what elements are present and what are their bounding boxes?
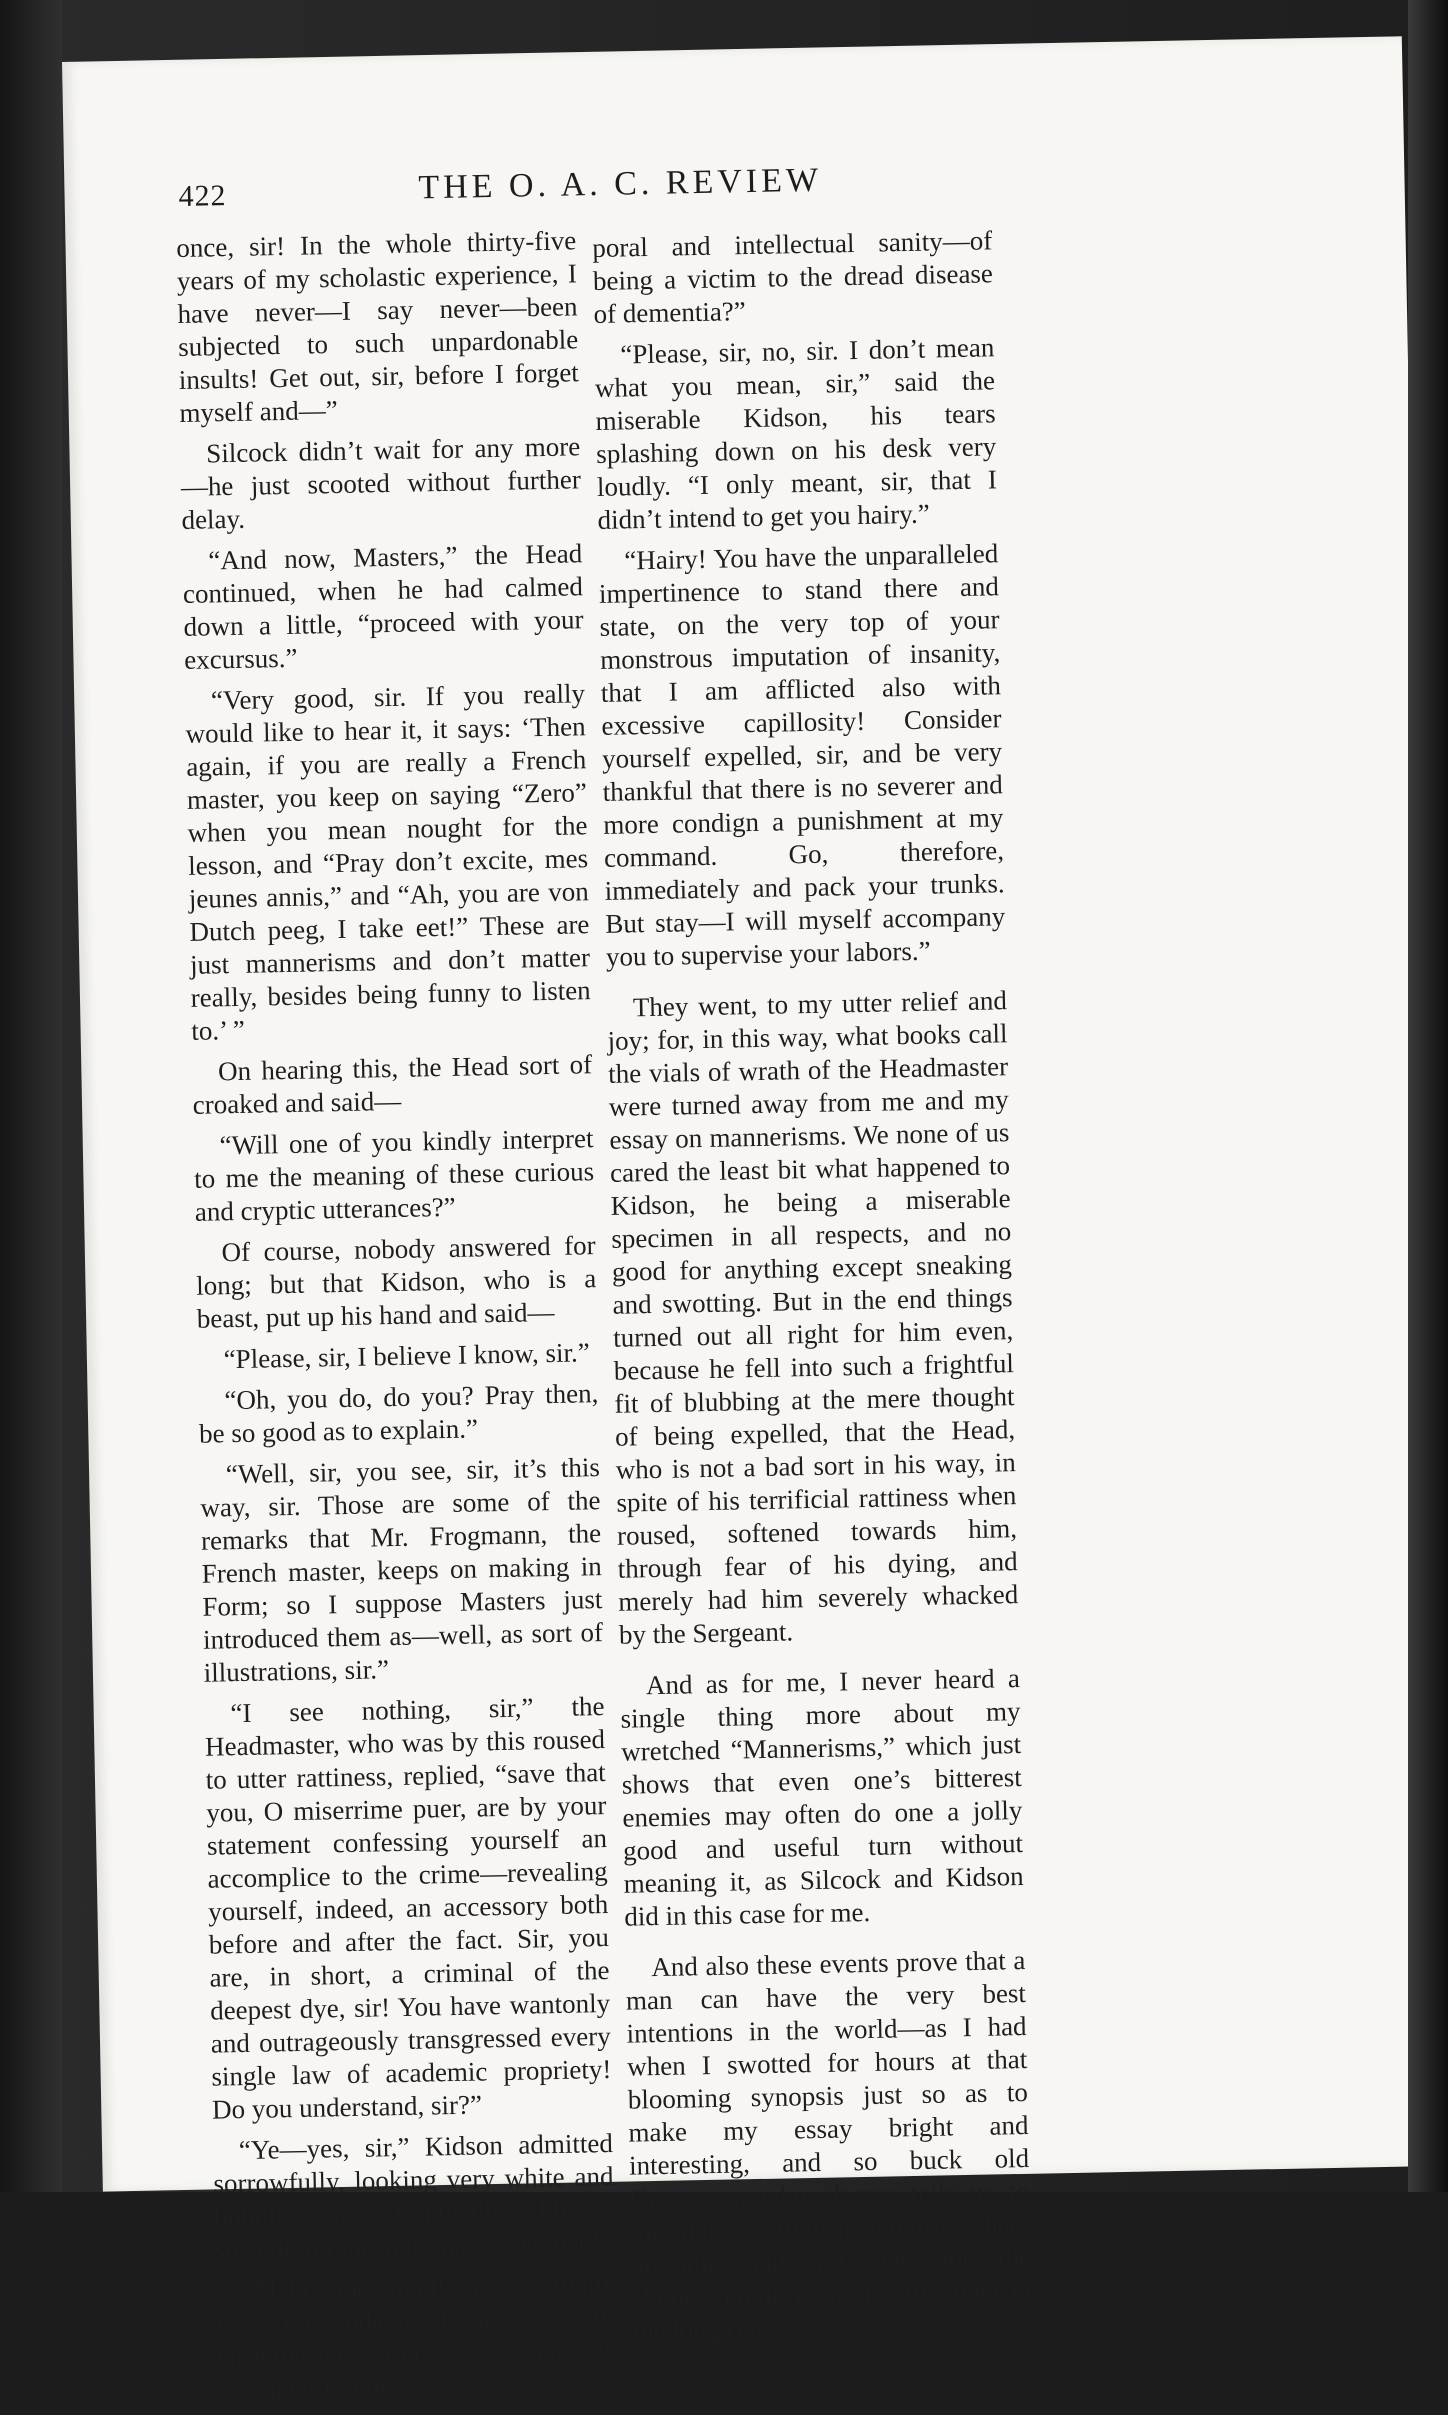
left-column — [176, 224, 618, 2414]
paragraph: “Hairy! You have the unparalleled impertinence to stand there and state, on the very top of your monstrous imputation of insanity, that I am afflicted also with excessive capillosity! Consider yourself expelled, sir, and be very thankful that there is no severer and more condign a punishment at my command. Go, therefore, immediately and pack your trunks. But stay—I will myself accompany you to supervise your labors.” — [598, 538, 1006, 972]
paragraph: “And now, Masters,” the Head continued, when he had calmed down a little, “proceed with your excursus.” — [182, 538, 584, 675]
paragraph: “Please, sir, no, sir. I don’t mean what you mean, sir,” said the miserable Kidson, his tears splashing down on his desk very loudly. “I only meant, sir, that I didn’t intend to get you hairy.” — [594, 332, 998, 535]
paragraph: On hearing this, the Head sort of croaked and said— — [192, 1049, 593, 1120]
paragraph: poral and intellectual sanity—of being a victim to the dread disease of dementia?” — [592, 225, 994, 329]
right-column — [592, 224, 1033, 2355]
paragraph: “Very good, sir. If you really would like to hear it, it says: ‘Then again, if you are really a French master, you keep on saying “Zero” when you mean nought for the lesson, and “Pray don’t excite, mes jeunes annis,” and “Ah, you are von Dutch peeg, I take eet!” These are just mannerisms and don’t matter really, besides being funny to listen to.’ ” — [185, 678, 591, 1046]
paragraph: “Ye—yes, sir,” Kidson admitted sorrowfully, looking very white and bubbling most frantically. “Please, sir, I didn’t mean to make you mad!” — [213, 2127, 615, 2265]
page-number: 422 — [178, 179, 227, 213]
paragraph: And also these events prove that a man can have the very best intentions in the world—as I had when I swotted for hours at that blooming synopsis just so as to make my essay bright and interesting, and so buck old Crosseyes, who always tells us to introduce a topical interest where possible—and yet get not the slighest credit or praise for them in the long run. — [625, 1945, 1032, 2346]
scan-left-edge — [0, 0, 62, 2192]
paragraph: Of course, nobody answered for long; but that Kidson, who is a beast, put up his hand and said— — [195, 1230, 597, 1334]
paragraph: And as for me, I never heard a single thing more about my wretched “Mannerisms,” which just shows that even one’s bitterest enemies may often do one a jolly good and useful turn without meaning it, as Silcock and Kidson did in this case for me. — [620, 1663, 1024, 1932]
running-title: THE O. A. C. REVIEW — [418, 161, 823, 207]
paragraph: “Well, sir, you see, sir, it’s this way, sir. Those are some of the remarks that Mr. Frogmann, the French master, keeps on making in Form; so I suppose Masters just introduced them as—well, as sort of illustrations, sir.” — [200, 1452, 604, 1688]
paragraph: “Make me mad! You actually have the audacity to accuse your Headmaster—your supreme exemplar of cor- — [215, 2267, 618, 2405]
paragraph: “I see nothing, sir,” the Headmaster, who was by this roused to utter rattiness, replied, “save that you, O miserrime puer, are by your statement confessing yourself an accomplice to the crime—revealing yourself, indeed, an accessory both before and after the fact. Sir, you are, in short, a criminal of the deepest dye, sir! You have wantonly and outrageously transgressed every single law of academic propriety! Do you understand, sir?” — [204, 1691, 612, 2125]
paragraph: They went, to my utter relief and joy; for, in this way, what books call the vials of wrath of the Headmaster were turned away from me and my essay on mannerisms. We none of us cared the least bit what happened to Kidson, he being a miserable specimen in all respects, and no good for anything except sneaking and swotting. But in the end things turned out all right for him even, because he fell into such a frightful fit of blubbing at the mere thought of being expelled, that the Head, who is not a bad sort in his way, in spite of his terrificial rattiness when roused, softened towards him, through fear of his dying, and merely had him severely whacked by the Sergeant. — [607, 985, 1019, 1650]
paragraph: “Please, sir, I believe I know, sir.” — [223, 1337, 590, 1375]
book-binding-edge — [1408, 0, 1448, 2192]
paragraph: “Will one of you kindly interpret to me the meaning of these curious and cryptic utterances?” — [193, 1123, 595, 1227]
paragraph: Silcock didn’t wait for any more—he just scooted without further delay. — [180, 431, 582, 535]
paragraph: “Oh, you do, do you? Pray then, be so good as to explain.” — [198, 1378, 599, 1449]
paragraph: once, sir! In the whole thirty-five years of my scholastic experience, I have never—I say never—been subjected to such unpardonable insults! Get out, sir, before I forget myself and—” — [176, 225, 580, 428]
